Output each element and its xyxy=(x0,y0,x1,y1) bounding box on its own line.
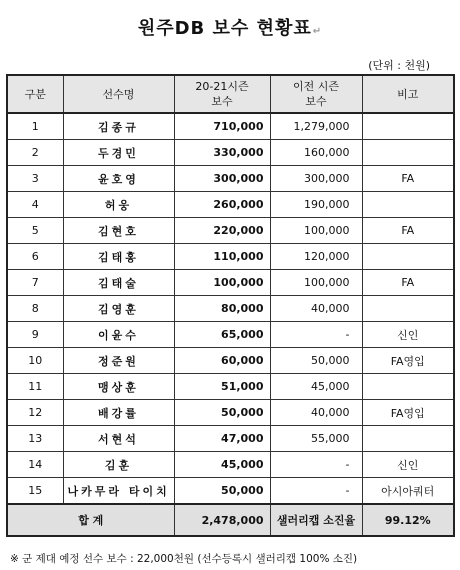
player-name: 김태홍 xyxy=(63,244,174,270)
footnote: ※ 군 제대 예정 선수 보수 : 22,000천원 (선수등록시 샐러리캡 100% 소진) xyxy=(10,553,358,565)
current-salary: 330,000 xyxy=(174,140,270,166)
row-number: 8 xyxy=(7,296,63,322)
row-number: 4 xyxy=(7,192,63,218)
header-previous-salary: 이전 시즌 보수 xyxy=(270,75,362,113)
current-salary: 45,000 xyxy=(174,452,270,478)
current-salary: 100,000 xyxy=(174,270,270,296)
player-name: 서현석 xyxy=(63,426,174,452)
remark: 신인 xyxy=(362,452,454,478)
row-number: 9 xyxy=(7,322,63,348)
row-number: 6 xyxy=(7,244,63,270)
player-name: 이윤수 xyxy=(63,322,174,348)
player-name: 김현호 xyxy=(63,218,174,244)
table-row xyxy=(7,322,454,348)
player-name: 배강률 xyxy=(63,400,174,426)
table-row xyxy=(7,166,454,192)
table-row xyxy=(7,452,454,478)
table-row xyxy=(7,478,454,505)
total-row xyxy=(7,504,454,536)
remark xyxy=(362,113,454,140)
current-salary: 51,000 xyxy=(174,374,270,400)
current-salary: 50,000 xyxy=(174,478,270,505)
remark xyxy=(362,374,454,400)
remark xyxy=(362,192,454,218)
remark xyxy=(362,140,454,166)
row-number: 11 xyxy=(7,374,63,400)
player-name: 두경민 xyxy=(63,140,174,166)
row-number: 10 xyxy=(7,348,63,374)
table-row xyxy=(7,374,454,400)
previous-salary: 40,000 xyxy=(270,400,362,426)
current-salary: 80,000 xyxy=(174,296,270,322)
previous-salary: 1,279,000 xyxy=(270,113,362,140)
remark: 신인 xyxy=(362,322,454,348)
table-row xyxy=(7,400,454,426)
remark: FA영입 xyxy=(362,400,454,426)
previous-salary: 120,000 xyxy=(270,244,362,270)
table-row xyxy=(7,348,454,374)
remark: FA xyxy=(362,270,454,296)
salary-table xyxy=(6,74,455,537)
row-number: 12 xyxy=(7,400,63,426)
player-name: 김종규 xyxy=(63,113,174,140)
previous-salary: - xyxy=(270,478,362,505)
paragraph-mark-icon: ↵ xyxy=(312,26,323,37)
salary-cap-label: 샐러리캡 소진율 xyxy=(270,504,362,536)
total-label: 합 계 xyxy=(7,504,174,536)
header-remark: 비고 xyxy=(362,75,454,113)
header-row xyxy=(7,75,454,113)
row-number: 15 xyxy=(7,478,63,505)
unit-label: (단위 : 천원) xyxy=(368,59,430,72)
header-group: 구분 xyxy=(7,75,63,113)
remark xyxy=(362,296,454,322)
row-number: 2 xyxy=(7,140,63,166)
row-number: 13 xyxy=(7,426,63,452)
table-row xyxy=(7,192,454,218)
previous-salary: - xyxy=(270,452,362,478)
table-row xyxy=(7,140,454,166)
player-name: 허웅 xyxy=(63,192,174,218)
current-salary: 260,000 xyxy=(174,192,270,218)
table-row xyxy=(7,426,454,452)
current-salary: 300,000 xyxy=(174,166,270,192)
previous-salary: 50,000 xyxy=(270,348,362,374)
remark: FA영입 xyxy=(362,348,454,374)
current-salary: 60,000 xyxy=(174,348,270,374)
current-salary: 47,000 xyxy=(174,426,270,452)
previous-salary: 40,000 xyxy=(270,296,362,322)
row-number: 14 xyxy=(7,452,63,478)
remark xyxy=(362,426,454,452)
remark: 아시아쿼터 xyxy=(362,478,454,505)
table-row xyxy=(7,218,454,244)
remark: FA xyxy=(362,166,454,192)
previous-salary: 45,000 xyxy=(270,374,362,400)
current-salary: 220,000 xyxy=(174,218,270,244)
previous-salary: 55,000 xyxy=(270,426,362,452)
remark: FA xyxy=(362,218,454,244)
previous-salary: 100,000 xyxy=(270,218,362,244)
previous-salary: - xyxy=(270,322,362,348)
table-row xyxy=(7,244,454,270)
current-salary: 110,000 xyxy=(174,244,270,270)
previous-salary: 190,000 xyxy=(270,192,362,218)
current-salary: 710,000 xyxy=(174,113,270,140)
row-number: 3 xyxy=(7,166,63,192)
player-name: 정준원 xyxy=(63,348,174,374)
table-row xyxy=(7,296,454,322)
salary-cap-value: 99.12% xyxy=(362,504,454,536)
table-row xyxy=(7,113,454,140)
current-salary: 65,000 xyxy=(174,322,270,348)
player-name: 나카무라 타이치 xyxy=(63,478,174,505)
previous-salary: 300,000 xyxy=(270,166,362,192)
header-name: 선수명 xyxy=(63,75,174,113)
page-title: 원주DB 보수 현황표↵ xyxy=(137,18,323,39)
player-name: 윤호영 xyxy=(63,166,174,192)
row-number: 7 xyxy=(7,270,63,296)
player-name: 김영훈 xyxy=(63,296,174,322)
player-name: 김태술 xyxy=(63,270,174,296)
player-name: 맹상훈 xyxy=(63,374,174,400)
previous-salary: 160,000 xyxy=(270,140,362,166)
previous-salary: 100,000 xyxy=(270,270,362,296)
row-number: 5 xyxy=(7,218,63,244)
header-current-salary: 20-21시즌 보수 xyxy=(174,75,270,113)
table-row xyxy=(7,270,454,296)
remark xyxy=(362,244,454,270)
total-current-salary: 2,478,000 xyxy=(174,504,270,536)
player-name: 김훈 xyxy=(63,452,174,478)
current-salary: 50,000 xyxy=(174,400,270,426)
row-number: 1 xyxy=(7,113,63,140)
